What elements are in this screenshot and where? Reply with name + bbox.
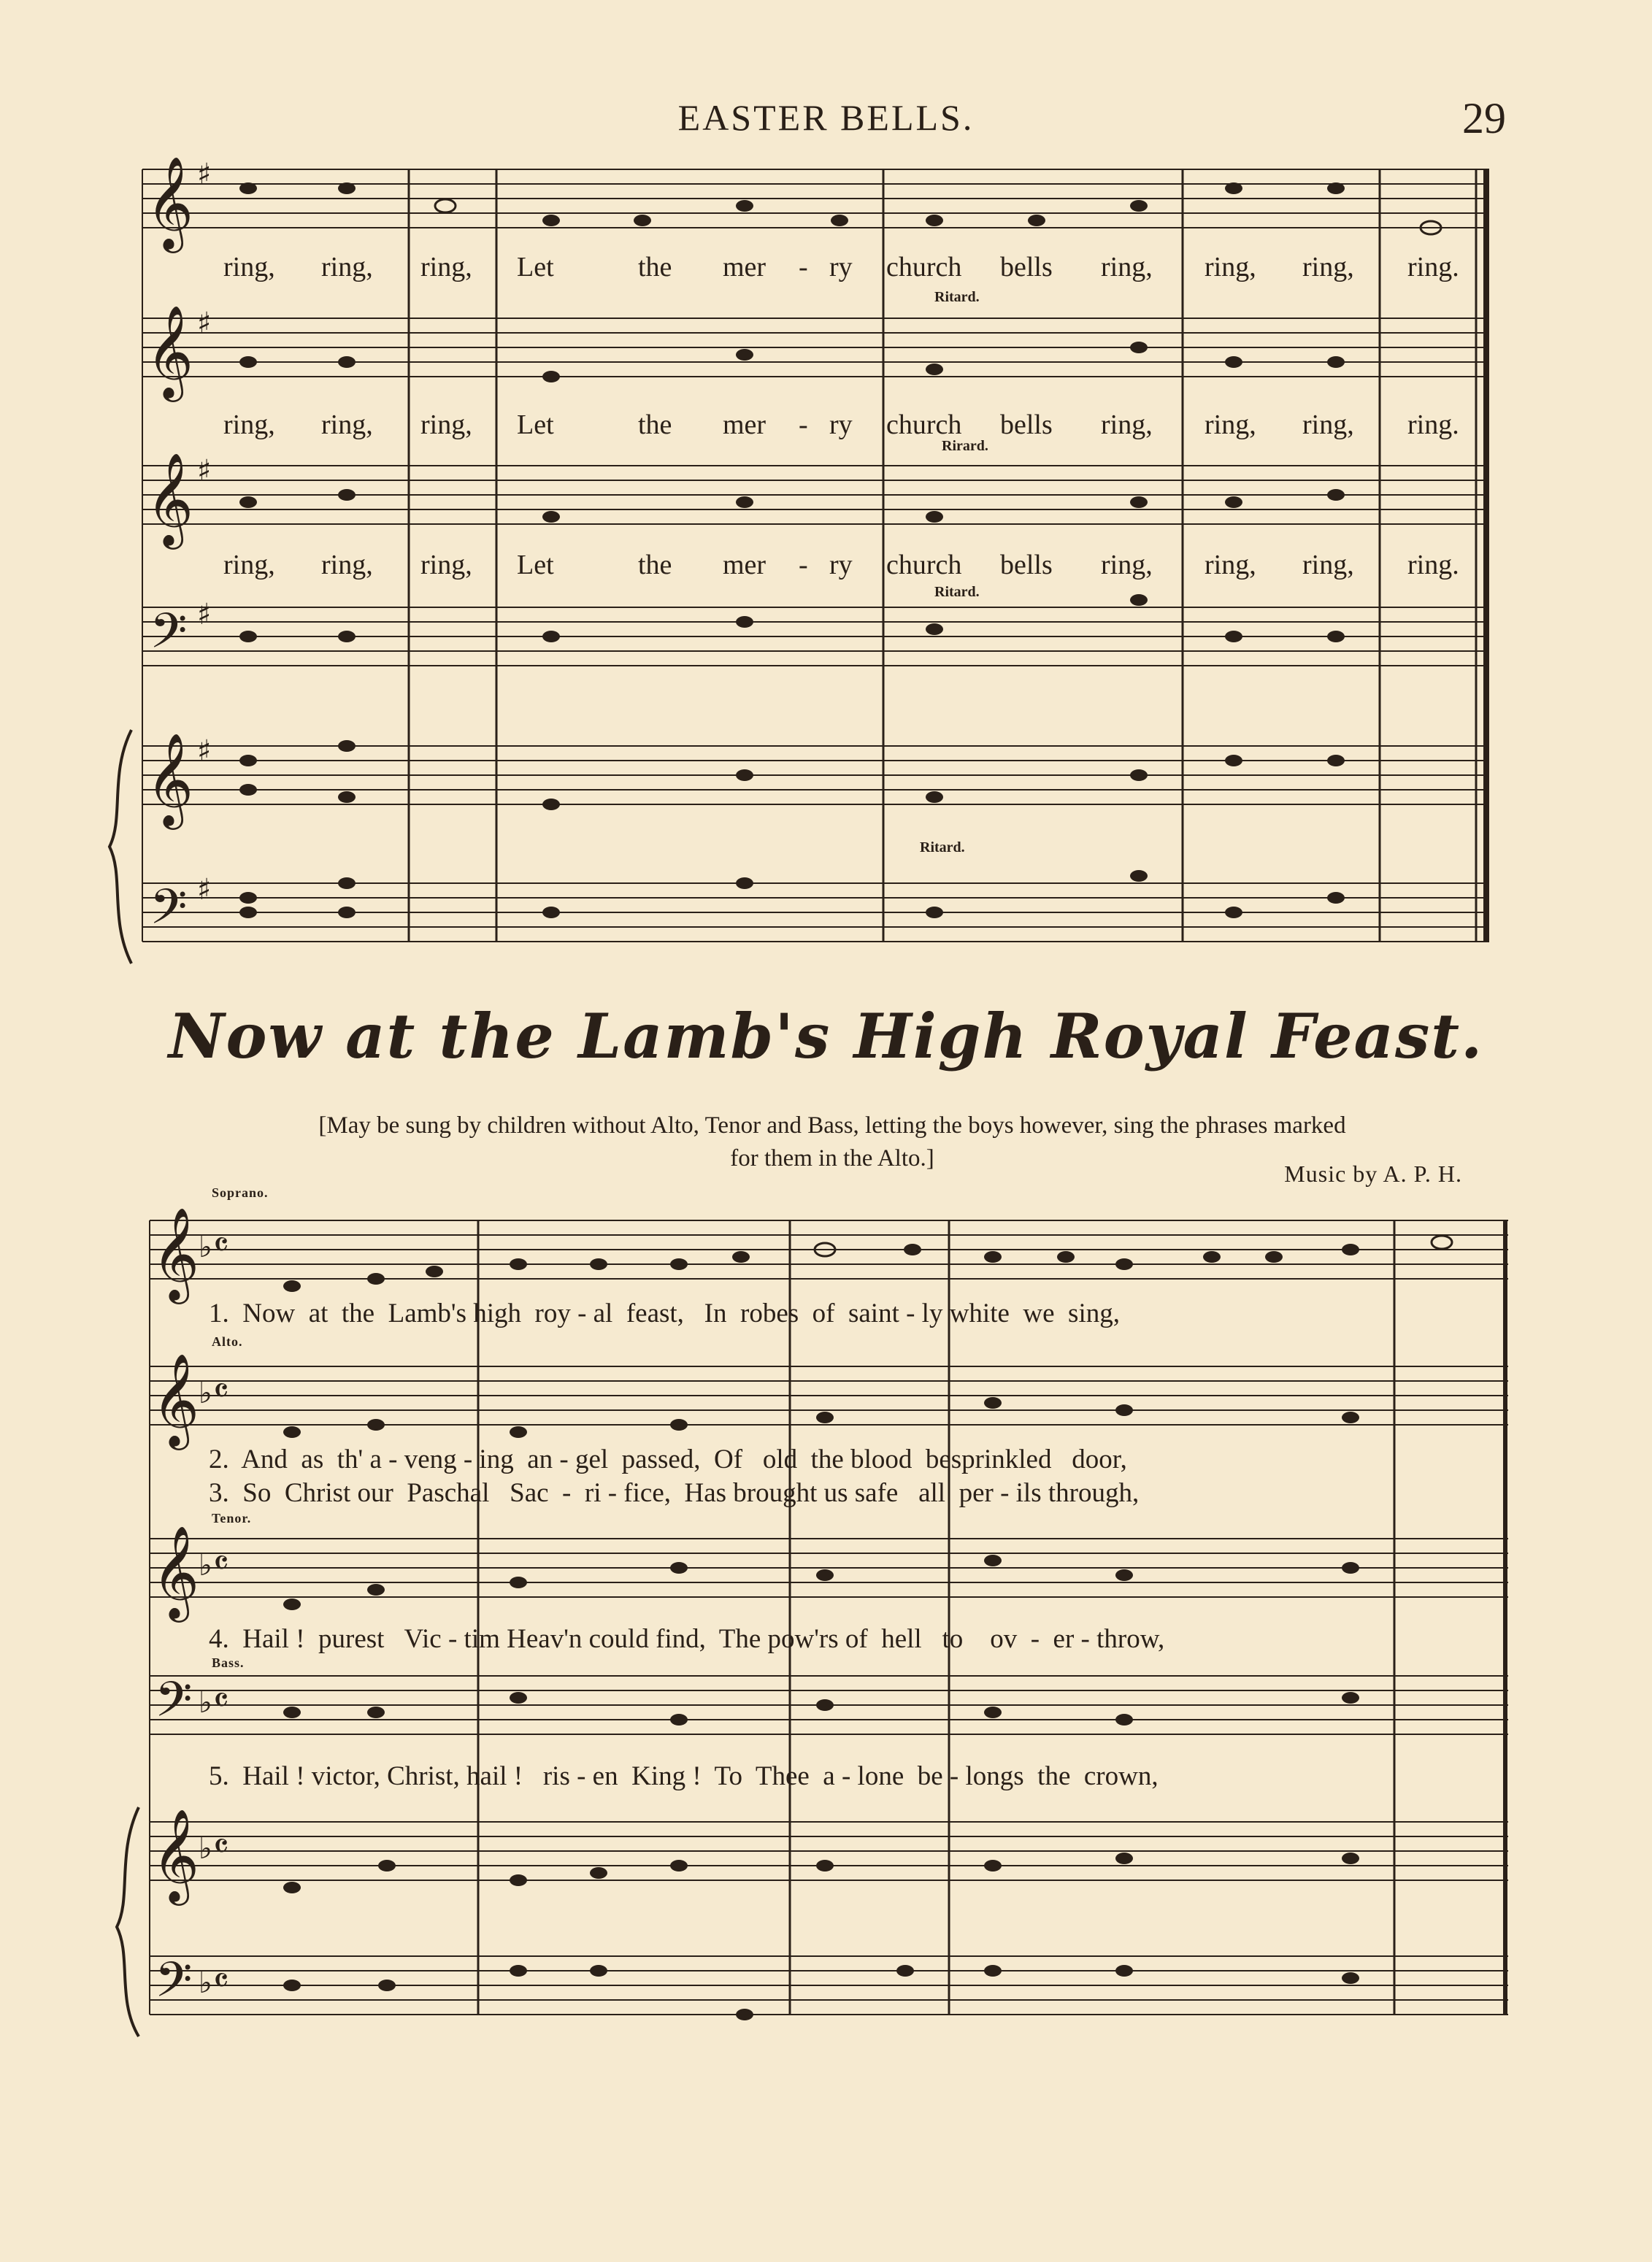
- lyric-word: ring,: [223, 409, 275, 440]
- svg-text:♭: ♭: [199, 1832, 212, 1866]
- svg-text:𝄞: 𝄞: [152, 1808, 200, 1901]
- svg-text:♯: ♯: [197, 598, 212, 631]
- composer-credit: Music by A. P. H.: [1284, 1161, 1462, 1187]
- tempo-marking: Ritard.: [920, 839, 965, 855]
- hymn-title: Now at the Lamb's High Royal Feast.: [168, 1000, 1484, 1072]
- svg-text:𝄢: 𝄢: [150, 879, 188, 947]
- lyric-word: bells: [1000, 550, 1053, 580]
- svg-text:𝄴: 𝄴: [213, 1225, 229, 1266]
- lyric-word: -: [799, 252, 808, 282]
- svg-text:♯: ♯: [197, 454, 212, 488]
- lyric-word: mer: [723, 409, 767, 440]
- lyric-word: mer: [723, 252, 767, 282]
- svg-text:♭: ♭: [199, 1549, 212, 1582]
- lyric-word: ring,: [1101, 252, 1153, 282]
- svg-text:♯: ♯: [197, 873, 212, 907]
- svg-text:𝄴: 𝄴: [213, 1680, 229, 1721]
- svg-text:𝄞: 𝄞: [146, 304, 194, 398]
- lyric-word: bells: [1000, 252, 1053, 282]
- part-label-alto: Alto.: [212, 1334, 243, 1349]
- lyric-word: ring,: [1302, 409, 1354, 440]
- running-title: EASTER BELLS.: [677, 97, 975, 138]
- svg-text:𝄞: 𝄞: [146, 732, 194, 826]
- lyric-word: ring,: [1302, 550, 1354, 580]
- svg-text:𝄢: 𝄢: [155, 1952, 193, 2020]
- lyric-word: the: [638, 252, 672, 282]
- staff-tenor-2: [150, 1539, 1508, 1597]
- lyric-word: the: [638, 409, 672, 440]
- lyric-word: ring,: [1205, 409, 1256, 440]
- lyric-word: bells: [1000, 409, 1053, 440]
- lyric-word: ring,: [1101, 550, 1153, 580]
- svg-text:♯: ♯: [197, 734, 212, 768]
- part-label-tenor: Tenor.: [212, 1511, 252, 1526]
- lyric-word: ring,: [1205, 252, 1256, 282]
- lyric-word: ring.: [1407, 550, 1459, 580]
- lyric-word: Let: [517, 252, 554, 282]
- lyric-word: ring,: [321, 409, 373, 440]
- lyric-word: church: [886, 409, 962, 440]
- tempo-marking: Ritard.: [934, 289, 980, 305]
- page-number: 29: [1462, 94, 1506, 142]
- lyric-word: ring,: [420, 409, 472, 440]
- lyric-word: -: [799, 409, 808, 440]
- lyric-word: ring,: [223, 550, 275, 580]
- verse-2: 2. And as th' a - veng - ing an - gel passed, Of old the blood besprinkled door,: [209, 1444, 1127, 1474]
- lyric-word: ring.: [1407, 252, 1459, 282]
- lyric-word: ring,: [321, 550, 373, 580]
- svg-text:♭: ♭: [199, 1686, 212, 1720]
- svg-text:𝄢: 𝄢: [150, 603, 188, 671]
- svg-text:♯: ♯: [197, 307, 212, 340]
- lyric-word: Let: [517, 550, 554, 580]
- instructions-line: [May be sung by children without Alto, Tenor and Bass, letting the boys however, sing the phrases marked: [318, 1112, 1346, 1139]
- svg-text:𝄴: 𝄴: [213, 1826, 229, 1867]
- tempo-marking: Ritard.: [934, 584, 980, 600]
- lyric-word: mer: [723, 550, 767, 580]
- svg-text:𝄞: 𝄞: [146, 155, 194, 249]
- svg-text:♭: ♭: [199, 1966, 212, 2000]
- lyric-word: ring,: [223, 252, 275, 282]
- verse-1: 1. Now at the Lamb's high roy - al feast, In robes of saint - ly white we sing,: [209, 1299, 1120, 1328]
- staff-piano-treble-2: [150, 1822, 1508, 1880]
- lyric-word: ry: [829, 550, 853, 580]
- lyric-word: ring,: [1302, 252, 1354, 282]
- svg-text:𝄴: 𝄴: [213, 1543, 229, 1584]
- svg-text:𝄞: 𝄞: [152, 1525, 200, 1618]
- lyric-word: -: [799, 550, 808, 580]
- lyric-word: the: [638, 550, 672, 580]
- tempo-marking: Rirard.: [942, 438, 988, 454]
- lyric-word: ry: [829, 252, 853, 282]
- staff-soprano-2: [150, 1220, 1508, 1279]
- svg-text:𝄞: 𝄞: [152, 1353, 200, 1446]
- svg-text:𝄞: 𝄞: [152, 1207, 200, 1300]
- lyric-word: Let: [517, 409, 554, 440]
- part-label-bass: Bass.: [212, 1655, 245, 1670]
- part-label-soprano: Soprano.: [212, 1185, 269, 1200]
- verse-4: 4. Hail ! purest Vic - tim Heav'n could find, The pow'rs of hell to ov - er - throw,: [209, 1624, 1165, 1654]
- lyric-word: ring,: [321, 252, 373, 282]
- svg-text:𝄢: 𝄢: [155, 1672, 193, 1739]
- verse-3: 3. So Christ our Paschal Sac - ri - fice, Has brought us safe all per - ils through,: [209, 1478, 1140, 1508]
- staff-piano-bass-2: [150, 1956, 1508, 2015]
- svg-text:𝄴: 𝄴: [213, 1371, 229, 1412]
- lyric-word: ry: [829, 409, 853, 440]
- svg-text:𝄞: 𝄞: [146, 452, 194, 545]
- lyric-word: ring,: [1205, 550, 1256, 580]
- svg-text:♯: ♯: [197, 158, 212, 191]
- lyric-word: ring,: [420, 252, 472, 282]
- lyric-word: ring,: [420, 550, 472, 580]
- lyric-word: ring,: [1101, 409, 1153, 440]
- lyric-word: church: [886, 550, 962, 580]
- instructions-line: for them in the Alto.]: [730, 1145, 934, 1172]
- svg-text:♭: ♭: [199, 1231, 212, 1264]
- lyric-word: ring.: [1407, 409, 1459, 440]
- svg-text:♭: ♭: [199, 1377, 212, 1410]
- lyric-word: church: [886, 252, 962, 282]
- verse-5: 5. Hail ! victor, Christ, hail ! ris - en King ! To Thee a - lone be - longs the crown,: [209, 1761, 1159, 1791]
- svg-text:𝄴: 𝄴: [213, 1961, 229, 2001]
